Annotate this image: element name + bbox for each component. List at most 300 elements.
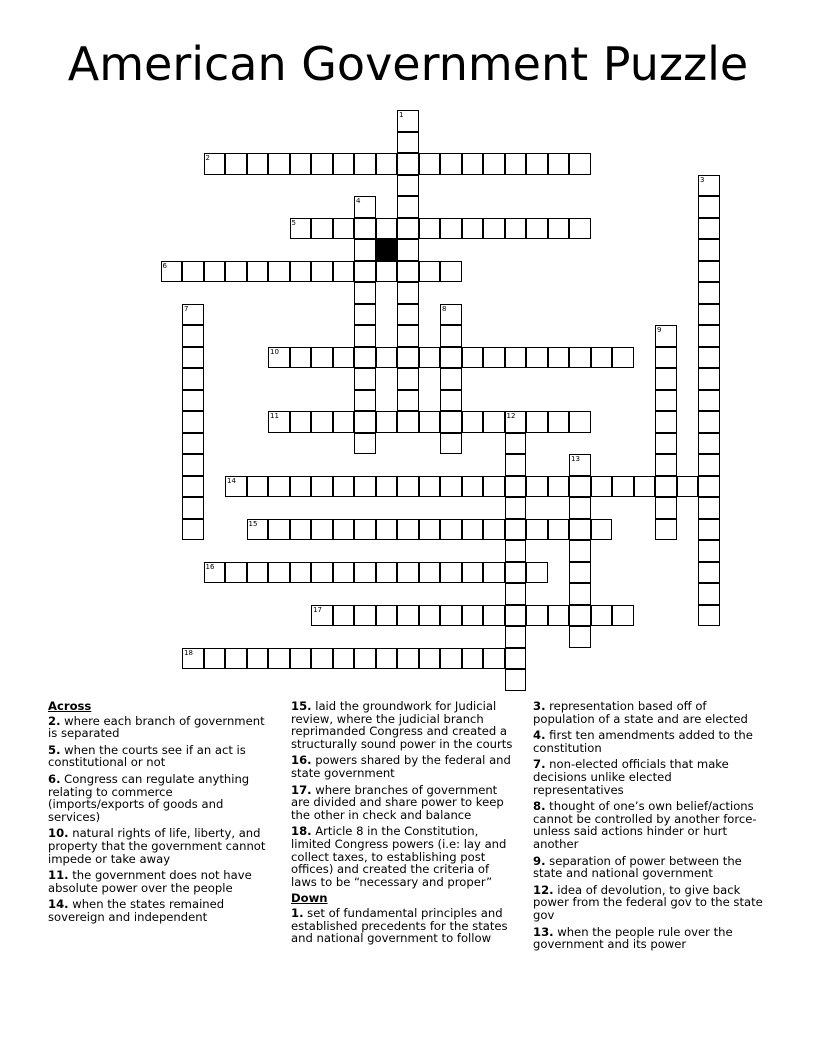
grid-cell[interactable] <box>591 519 613 541</box>
black-square <box>376 239 398 261</box>
grid-cell[interactable] <box>290 218 312 240</box>
grid-cell[interactable] <box>397 239 419 261</box>
clue-number-label: 11. <box>48 868 69 883</box>
grid-cell[interactable] <box>526 153 548 175</box>
grid-cell[interactable] <box>182 325 204 347</box>
grid-cell[interactable] <box>182 304 204 326</box>
grid-cell[interactable] <box>397 648 419 670</box>
grid-cell[interactable] <box>376 218 398 240</box>
grid-cell[interactable] <box>376 261 398 283</box>
grid-cell[interactable] <box>354 519 376 541</box>
grid-cell[interactable] <box>182 390 204 412</box>
grid-cell[interactable] <box>505 519 527 541</box>
grid-cell[interactable] <box>483 476 505 498</box>
grid-cell[interactable] <box>548 218 570 240</box>
grid-cell[interactable] <box>698 175 720 197</box>
puzzle-title: American Government Puzzle <box>67 37 749 91</box>
grid-cell[interactable] <box>505 626 527 648</box>
grid-cell[interactable] <box>440 347 462 369</box>
grid-cell[interactable] <box>247 648 269 670</box>
grid-cell[interactable] <box>182 261 204 283</box>
grid-cell[interactable] <box>376 153 398 175</box>
grid-cell[interactable] <box>462 347 484 369</box>
grid-cell[interactable] <box>419 562 441 584</box>
grid-cell[interactable] <box>440 218 462 240</box>
grid-cell[interactable] <box>354 368 376 390</box>
grid-cell[interactable] <box>182 433 204 455</box>
grid-cell[interactable] <box>182 648 204 670</box>
grid-cell[interactable] <box>376 347 398 369</box>
grid-cell[interactable] <box>612 476 634 498</box>
grid-cell[interactable] <box>698 282 720 304</box>
grid-cell[interactable] <box>655 411 677 433</box>
grid-cell[interactable] <box>311 476 333 498</box>
clues-column-3 <box>533 700 763 955</box>
grid-cell[interactable] <box>655 454 677 476</box>
clue-number: 4 <box>356 197 361 205</box>
grid-cell[interactable] <box>569 626 591 648</box>
grid-cell[interactable] <box>698 519 720 541</box>
grid-cell[interactable] <box>311 218 333 240</box>
grid-cell[interactable] <box>483 153 505 175</box>
grid-cell[interactable] <box>333 347 355 369</box>
grid-cell[interactable] <box>397 282 419 304</box>
grid-cell[interactable] <box>161 261 183 283</box>
clue-item <box>533 884 763 922</box>
grid-cell[interactable] <box>376 476 398 498</box>
grid-cell[interactable] <box>354 648 376 670</box>
grid-cell[interactable] <box>698 325 720 347</box>
grid-cell[interactable] <box>698 454 720 476</box>
grid-cell[interactable] <box>548 347 570 369</box>
grid-cell[interactable] <box>354 562 376 584</box>
grid-cell[interactable] <box>204 153 226 175</box>
grid-cell[interactable] <box>612 347 634 369</box>
grid-cell[interactable] <box>505 583 527 605</box>
clue-text: where branches of government are divided and share power to keep the other in check and balance <box>291 782 504 822</box>
grid-cell[interactable] <box>569 454 591 476</box>
clue-text: thought of one’s own belief/actions cannot be controlled by another force-unless said actions hinder or hurt another <box>533 799 757 851</box>
grid-cell[interactable] <box>247 261 269 283</box>
grid-cell[interactable] <box>698 261 720 283</box>
grid-cell[interactable] <box>462 562 484 584</box>
grid-cell[interactable] <box>354 605 376 627</box>
grid-cell[interactable] <box>526 519 548 541</box>
grid-cell[interactable] <box>182 411 204 433</box>
clue-item <box>48 898 270 923</box>
grid-cell[interactable] <box>247 476 269 498</box>
grid-cell[interactable] <box>569 540 591 562</box>
grid-cell[interactable] <box>698 347 720 369</box>
grid-cell[interactable] <box>440 519 462 541</box>
grid-cell[interactable] <box>440 368 462 390</box>
grid-cell[interactable] <box>333 648 355 670</box>
grid-cell[interactable] <box>505 218 527 240</box>
grid-cell[interactable] <box>698 497 720 519</box>
grid-cell[interactable] <box>268 153 290 175</box>
grid-cell[interactable] <box>440 390 462 412</box>
clue-item <box>291 825 513 888</box>
grid-cell[interactable] <box>440 476 462 498</box>
grid-cell[interactable] <box>655 325 677 347</box>
clue-text: powers shared by the federal and state government <box>291 753 511 780</box>
grid-cell[interactable] <box>677 476 699 498</box>
grid-cell[interactable] <box>397 368 419 390</box>
grid-cell[interactable] <box>462 411 484 433</box>
grid-cell[interactable] <box>569 347 591 369</box>
grid-cell[interactable] <box>462 476 484 498</box>
grid-cell[interactable] <box>419 476 441 498</box>
grid-cell[interactable] <box>290 153 312 175</box>
grid-cell[interactable] <box>569 519 591 541</box>
clue-item <box>48 773 270 823</box>
clue-number-label: 9. <box>533 853 546 868</box>
grid-cell[interactable] <box>290 411 312 433</box>
grid-cell[interactable] <box>419 648 441 670</box>
grid-cell[interactable] <box>354 476 376 498</box>
clue-item <box>291 784 513 822</box>
grid-cell[interactable] <box>354 218 376 240</box>
grid-cell[interactable] <box>333 519 355 541</box>
clue-number: 8 <box>442 304 447 313</box>
grid-cell[interactable] <box>655 476 677 498</box>
grid-cell[interactable] <box>397 196 419 218</box>
clue-number-label: 17. <box>291 782 312 797</box>
grid-cell[interactable] <box>333 218 355 240</box>
grid-cell[interactable] <box>505 497 527 519</box>
grid-cell[interactable] <box>698 390 720 412</box>
grid-cell[interactable] <box>505 411 527 433</box>
grid-cell[interactable] <box>333 562 355 584</box>
clue-number: 14 <box>227 476 236 485</box>
clue-text: first ten amendments added to the constitution <box>533 728 753 755</box>
clue-number: 16 <box>205 562 215 571</box>
grid-cell[interactable] <box>397 411 419 433</box>
clue-number-label: 15. <box>291 699 312 713</box>
grid-cell[interactable] <box>268 347 290 369</box>
grid-cell[interactable] <box>311 605 333 627</box>
grid-cell[interactable] <box>698 605 720 627</box>
clues-column-2 <box>291 700 513 949</box>
grid-cell[interactable] <box>376 648 398 670</box>
grid-cell[interactable] <box>419 218 441 240</box>
grid-cell[interactable] <box>290 347 312 369</box>
grid-cell[interactable] <box>548 153 570 175</box>
grid-cell[interactable] <box>354 304 376 326</box>
grid-cell[interactable] <box>634 476 656 498</box>
grid-cell[interactable] <box>483 519 505 541</box>
grid-cell[interactable] <box>333 261 355 283</box>
grid-cell[interactable] <box>698 368 720 390</box>
clue-number: 3 <box>700 175 705 184</box>
grid-cell[interactable] <box>698 218 720 240</box>
grid-cell[interactable] <box>655 519 677 541</box>
clue-number-label: 8. <box>533 799 546 814</box>
grid-cell[interactable] <box>311 411 333 433</box>
grid-cell[interactable] <box>397 153 419 175</box>
grid-cell[interactable] <box>290 519 312 541</box>
grid-cell[interactable] <box>204 261 226 283</box>
grid-cell[interactable] <box>440 562 462 584</box>
clue-item <box>48 715 270 740</box>
grid-cell[interactable] <box>247 562 269 584</box>
grid-cell[interactable] <box>311 261 333 283</box>
grid-cell[interactable] <box>397 390 419 412</box>
grid-cell[interactable] <box>225 153 247 175</box>
grid-cell[interactable] <box>354 261 376 283</box>
grid-cell[interactable] <box>333 411 355 433</box>
clue-text: set of fundamental principles and established precedents for the states and national government to follow <box>291 905 508 946</box>
grid-cell[interactable] <box>419 411 441 433</box>
grid-cell[interactable] <box>569 476 591 498</box>
grid-cell[interactable] <box>290 261 312 283</box>
grid-cell[interactable] <box>376 562 398 584</box>
clue-number: 13 <box>571 455 580 463</box>
grid-cell[interactable] <box>569 218 591 240</box>
clue-number-label: 10. <box>48 826 69 841</box>
grid-cell[interactable] <box>698 411 720 433</box>
grid-cell[interactable] <box>505 669 527 691</box>
clue-text: non-elected officials that make decisions unlike elected representatives <box>533 757 729 797</box>
grid-cell[interactable] <box>440 304 462 326</box>
clue-number-label: 7. <box>533 757 546 772</box>
grid-cell[interactable] <box>290 562 312 584</box>
grid-cell[interactable] <box>440 411 462 433</box>
grid-cell[interactable] <box>526 347 548 369</box>
grid-cell[interactable] <box>397 110 419 132</box>
grid-cell[interactable] <box>505 433 527 455</box>
grid-cell[interactable] <box>311 562 333 584</box>
grid-cell[interactable] <box>655 390 677 412</box>
grid-cell[interactable] <box>354 347 376 369</box>
grid-cell[interactable] <box>290 648 312 670</box>
grid-cell[interactable] <box>569 583 591 605</box>
clue-number-label: 5. <box>48 742 61 757</box>
grid-cell[interactable] <box>397 562 419 584</box>
grid-cell[interactable] <box>268 261 290 283</box>
grid-cell[interactable] <box>268 648 290 670</box>
grid-cell[interactable] <box>483 562 505 584</box>
grid-cell[interactable] <box>182 519 204 541</box>
clue-number: 10 <box>270 347 279 356</box>
clue-number-label: 16. <box>291 753 312 768</box>
grid-cell[interactable] <box>354 433 376 455</box>
clue-number-label: 14. <box>48 897 69 912</box>
clue-number: 12 <box>506 412 516 420</box>
grid-cell[interactable] <box>204 648 226 670</box>
grid-cell[interactable] <box>548 476 570 498</box>
grid-cell[interactable] <box>290 476 312 498</box>
grid-cell[interactable] <box>225 562 247 584</box>
grid-cell[interactable] <box>526 411 548 433</box>
grid-cell[interactable] <box>419 347 441 369</box>
grid-cell[interactable] <box>462 605 484 627</box>
grid-cell[interactable] <box>419 153 441 175</box>
grid-cell[interactable] <box>397 132 419 154</box>
grid-cell[interactable] <box>397 261 419 283</box>
grid-cell[interactable] <box>655 497 677 519</box>
grid-cell[interactable] <box>698 196 720 218</box>
grid-cell[interactable] <box>462 153 484 175</box>
grid-cell[interactable] <box>354 196 376 218</box>
grid-cell[interactable] <box>397 325 419 347</box>
grid-cell[interactable] <box>419 261 441 283</box>
clue-item <box>48 744 270 769</box>
grid-cell[interactable] <box>698 476 720 498</box>
grid-cell[interactable] <box>483 218 505 240</box>
grid-cell[interactable] <box>483 347 505 369</box>
grid-cell[interactable] <box>397 476 419 498</box>
grid-cell[interactable] <box>354 239 376 261</box>
clue-number-label: 4. <box>533 728 546 743</box>
grid-cell[interactable] <box>698 540 720 562</box>
grid-cell[interactable] <box>483 605 505 627</box>
grid-cell[interactable] <box>311 153 333 175</box>
grid-cell[interactable] <box>505 454 527 476</box>
grid-cell[interactable] <box>333 605 355 627</box>
grid-cell[interactable] <box>204 562 226 584</box>
grid-cell[interactable] <box>569 605 591 627</box>
grid-cell[interactable] <box>268 519 290 541</box>
clue-text: natural rights of life, liberty, and property that the government cannot impede or take away <box>48 826 266 866</box>
grid-cell[interactable] <box>462 648 484 670</box>
grid-cell[interactable] <box>397 304 419 326</box>
grid-cell[interactable] <box>225 261 247 283</box>
grid-cell[interactable] <box>591 347 613 369</box>
grid-cell[interactable] <box>698 304 720 326</box>
grid-cell[interactable] <box>548 605 570 627</box>
clue-text: idea of devolution, to give back power from the federal gov to the state gov <box>533 882 763 922</box>
clue-number: 5 <box>291 218 296 227</box>
grid-cell[interactable] <box>397 605 419 627</box>
grid-cell[interactable] <box>655 347 677 369</box>
grid-cell[interactable] <box>268 476 290 498</box>
grid-cell[interactable] <box>376 519 398 541</box>
grid-cell[interactable] <box>182 476 204 498</box>
grid-cell[interactable] <box>182 454 204 476</box>
grid-cell[interactable] <box>376 411 398 433</box>
grid-cell[interactable] <box>462 218 484 240</box>
grid-cell[interactable] <box>419 519 441 541</box>
grid-cell[interactable] <box>569 562 591 584</box>
grid-cell[interactable] <box>440 648 462 670</box>
grid-cell[interactable] <box>548 519 570 541</box>
grid-cell[interactable] <box>182 347 204 369</box>
grid-cell[interactable] <box>354 282 376 304</box>
grid-cell[interactable] <box>354 411 376 433</box>
clue-text: where each branch of government is separated <box>48 713 265 741</box>
clue-text: the government does not have absolute power over the people <box>48 868 252 895</box>
grid-cell[interactable] <box>526 218 548 240</box>
grid-cell[interactable] <box>462 519 484 541</box>
grid-cell[interactable] <box>505 605 527 627</box>
clue-item <box>291 907 513 945</box>
grid-cell[interactable] <box>569 411 591 433</box>
grid-cell[interactable] <box>440 261 462 283</box>
grid-cell[interactable] <box>440 153 462 175</box>
grid-cell[interactable] <box>526 605 548 627</box>
clue-number: 2 <box>205 154 210 162</box>
clue-number-label: 3. <box>533 699 546 713</box>
grid-cell[interactable] <box>505 540 527 562</box>
grid-cell[interactable] <box>354 325 376 347</box>
grid-cell[interactable] <box>182 368 204 390</box>
grid-cell[interactable] <box>268 411 290 433</box>
grid-cell[interactable] <box>655 433 677 455</box>
clue-item <box>533 800 763 850</box>
clue-item <box>533 855 763 880</box>
grid-cell[interactable] <box>569 497 591 519</box>
grid-cell[interactable] <box>612 605 634 627</box>
grid-cell[interactable] <box>311 519 333 541</box>
grid-cell[interactable] <box>247 519 269 541</box>
clue-number: 7 <box>184 304 189 313</box>
grid-cell[interactable] <box>505 347 527 369</box>
grid-cell[interactable] <box>440 433 462 455</box>
grid-cell[interactable] <box>440 605 462 627</box>
grid-cell[interactable] <box>505 648 527 670</box>
grid-cell[interactable] <box>505 562 527 584</box>
grid-cell[interactable] <box>419 605 441 627</box>
clue-text: when the people rule over the government and its power <box>533 924 733 952</box>
clue-item <box>533 729 763 754</box>
grid-cell[interactable] <box>333 476 355 498</box>
grid-cell[interactable] <box>247 153 269 175</box>
grid-cell[interactable] <box>505 476 527 498</box>
grid-cell[interactable] <box>591 605 613 627</box>
grid-cell[interactable] <box>225 648 247 670</box>
grid-cell[interactable] <box>182 497 204 519</box>
clue-number: 9 <box>657 326 662 334</box>
grid-cell[interactable] <box>397 347 419 369</box>
grid-cell[interactable] <box>698 239 720 261</box>
grid-cell[interactable] <box>397 218 419 240</box>
grid-cell[interactable] <box>376 605 398 627</box>
grid-cell[interactable] <box>311 347 333 369</box>
grid-cell[interactable] <box>548 411 570 433</box>
grid-cell[interactable] <box>526 562 548 584</box>
grid-cell[interactable] <box>397 175 419 197</box>
grid-cell[interactable] <box>268 562 290 584</box>
grid-cell[interactable] <box>333 153 355 175</box>
grid-cell[interactable] <box>505 153 527 175</box>
grid-cell[interactable] <box>655 368 677 390</box>
grid-cell[interactable] <box>397 519 419 541</box>
grid-cell[interactable] <box>526 476 548 498</box>
grid-cell[interactable] <box>225 476 247 498</box>
across-heading: Across <box>48 699 92 713</box>
clue-number: 1 <box>399 111 404 119</box>
clue-number: 17 <box>313 605 322 614</box>
grid-cell[interactable] <box>698 562 720 584</box>
grid-cell[interactable] <box>483 411 505 433</box>
clue-number-label: 13. <box>533 924 554 939</box>
clue-text: laid the groundwork for Judicial review, where the judicial branch reprimanded Congress and created a structurally sound power in the courts <box>291 699 513 751</box>
grid-cell[interactable] <box>440 325 462 347</box>
clue-number-label: 6. <box>48 771 61 786</box>
clue-text: Congress can regulate anything relating to commerce (imports/exports of goods and services) <box>48 771 250 824</box>
clue-item <box>48 827 270 865</box>
grid-cell[interactable] <box>698 433 720 455</box>
grid-cell[interactable] <box>311 648 333 670</box>
grid-cell[interactable] <box>483 648 505 670</box>
grid-cell[interactable] <box>698 583 720 605</box>
grid-cell[interactable] <box>354 153 376 175</box>
grid-cell[interactable] <box>354 390 376 412</box>
grid-cell[interactable] <box>569 153 591 175</box>
grid-cell[interactable] <box>591 476 613 498</box>
down-heading: Down <box>291 891 328 906</box>
